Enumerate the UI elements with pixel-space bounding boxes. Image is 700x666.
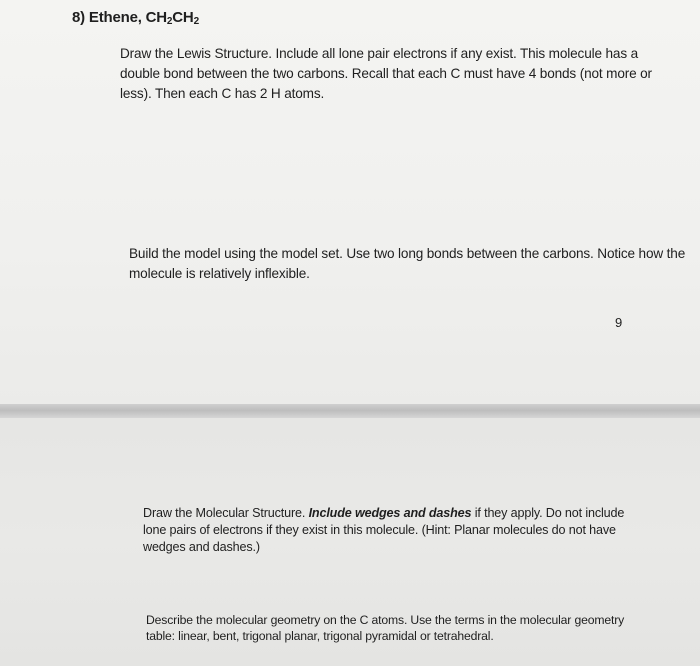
molecular-structure-rest: if they apply. Do not include lone pairs of electrons if they exist in this molecule. (Hint: Planar molecules do not have wedges and dashes.) xyxy=(143,506,625,554)
heading-subscript-2: 2 xyxy=(193,16,199,27)
model-build-instructions: Build the model using the model set. Use two long bonds between the carbons. Notice how the molecule is relatively inflexible. xyxy=(129,246,686,281)
heading-prefix: 8) Ethene, CH xyxy=(72,9,167,26)
molecular-geometry-instructions: Describe the molecular geometry on the C atoms. Use the terms in the molecular geometry table: linear, bent, trigonal planar, trigonal pyramidal or tetrahedral. xyxy=(146,613,625,643)
molecular-structure-lead: Draw the Molecular Structure. xyxy=(143,506,309,520)
heading-mid: CH xyxy=(172,9,194,26)
question-heading xyxy=(72,9,199,27)
lewis-structure-instructions: Draw the Lewis Structure. Include all lone pair electrons if any exist. This molecule has a double bond between the two carbons. Recall that each C must have 4 bonds (not more or less). Then each C has 2 H atoms. xyxy=(120,46,652,101)
molecular-structure-emphasis: Include wedges and dashes xyxy=(308,506,472,520)
page-seam xyxy=(0,404,700,418)
page-number: 9 xyxy=(615,315,623,330)
molecular-structure-instructions xyxy=(143,505,643,556)
heading-subscript-1: 2 xyxy=(166,16,173,27)
